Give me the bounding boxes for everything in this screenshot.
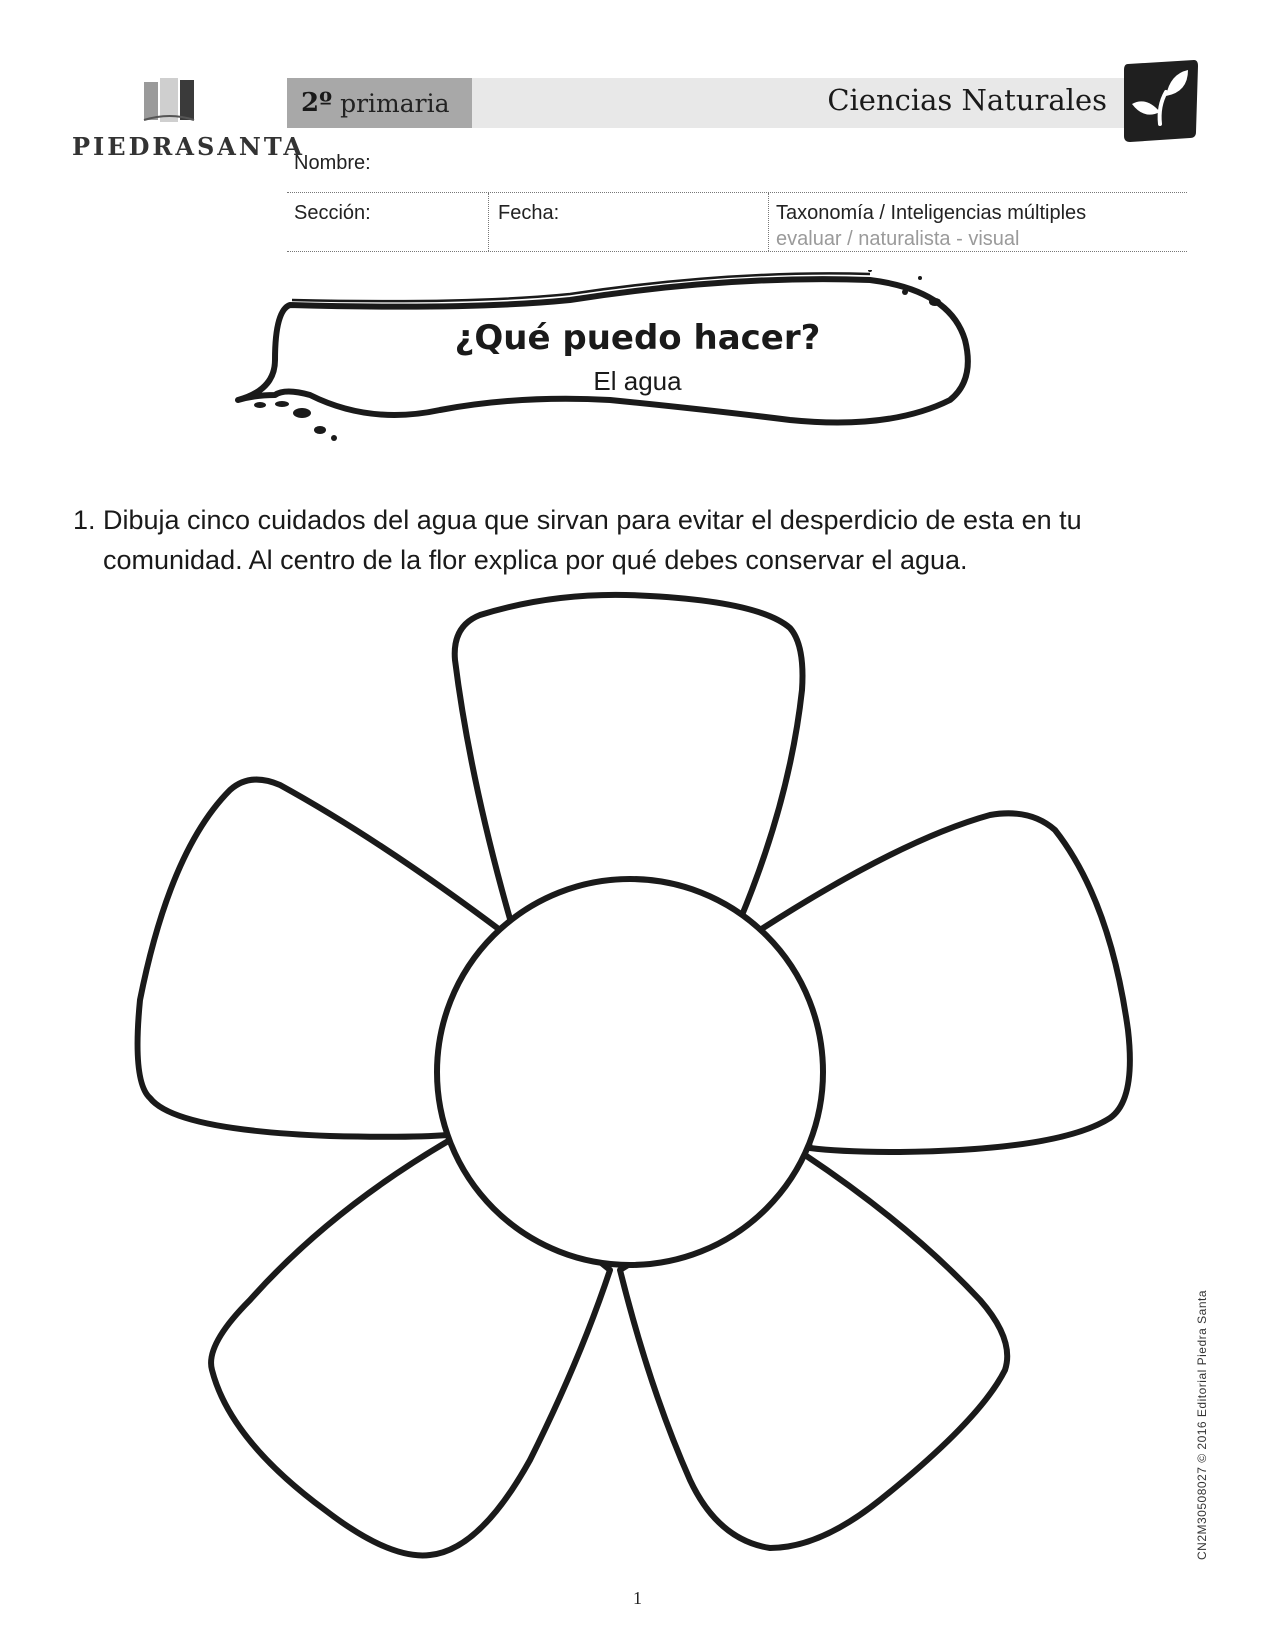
page-number: 1 <box>633 1588 642 1608</box>
activity-title: ¿Qué puedo hacer? <box>454 318 821 358</box>
activity-subtitle: El agua <box>593 366 682 396</box>
instruction-number: 1. <box>73 505 96 535</box>
grade-label: primaria <box>340 88 450 118</box>
publisher-name: PIEDRASANTA <box>72 132 306 161</box>
fecha-label: Fecha: <box>498 202 560 224</box>
instruction-text: Dibuja cinco cuidados del agua que sirvan para evitar el desperdicio de esta en tu comunidad. Al centro de la flor explica por qué debes conservar el agua. <box>103 505 1082 575</box>
taxonomia-values: evaluar / naturalista - visual <box>776 228 1020 250</box>
grade-number: 2º <box>301 88 333 118</box>
subject-title: Ciencias Naturales <box>827 83 1107 117</box>
seccion-label: Sección: <box>294 202 371 224</box>
copyright-notice: CN2M30508027 © 2016 Editorial Piedra Santa <box>1195 1290 1209 1560</box>
flower-center <box>437 879 823 1265</box>
nombre-label: Nombre: <box>294 152 371 174</box>
taxonomia-label: Taxonomía / Inteligencias múltiples <box>776 202 1087 224</box>
